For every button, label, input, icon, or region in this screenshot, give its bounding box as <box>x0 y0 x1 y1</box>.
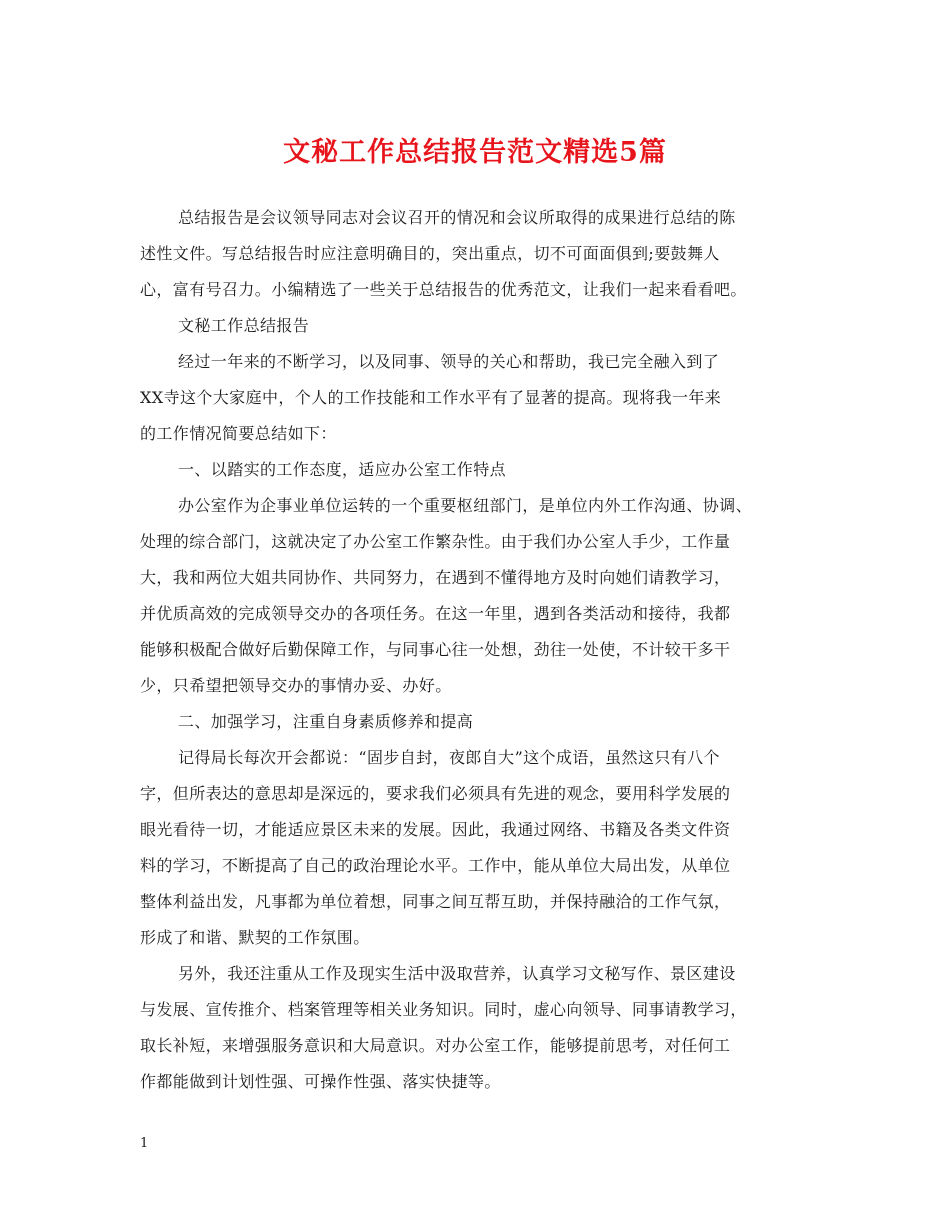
text-line: 另外，我还注重从工作及现实生活中汲取营养，认真学习文秘写作、景区建设 <box>178 964 736 983</box>
document-title: 文秘工作总结报告范文精选5篇 <box>283 137 667 168</box>
text-line: 料的学习，不断提高了自己的政治理论水平。工作中，能从单位大局出发，从单位 <box>140 856 731 875</box>
text-line: 与发展、宣传推介、档案管理等相关业务知识。同时，虚心向领导、同事请教学习， <box>140 1000 747 1019</box>
text-line: 能够积极配合做好后勤保障工作，与同事心往一处想，劲往一处使，不计较干多干 <box>140 640 731 659</box>
text-line: 整体利益出发，凡事都为单位着想，同事之间互帮互助，并保持融洽的工作气氛， <box>140 892 731 911</box>
section-heading: 一、以踏实的工作态度，适应办公室工作特点 <box>178 460 507 479</box>
text-line: 少，只希望把领导交办的事情办妥、办好。 <box>140 676 452 695</box>
text-line: 取长补短，来增强服务意识和大局意识。对办公室工作，能够提前思考，对任何工 <box>140 1036 731 1055</box>
text-line: 处理的综合部门，这就决定了办公室工作繁杂性。由于我们办公室人手少，工作量 <box>140 532 731 551</box>
text-line: 记得局长每次开会都说：“固步自封，夜郎自大”这个成语，虽然这只有八个 <box>178 748 720 767</box>
text-line: 字，但所表达的意思却是深远的，要求我们必须具有先进的观念，要用科学发展的 <box>140 784 731 803</box>
text-line: 经过一年来的不断学习，以及同事、领导的关心和帮助，我已完全融入到了 <box>178 352 720 371</box>
text-line: 的工作情况简要总结如下： <box>140 424 337 443</box>
text-line: 述性文件。写总结报告时应注意明确目的，突出重点，切不可面面俱到;要鼓舞人 <box>140 244 720 263</box>
text-line: 总结报告是会议领导同志对会议召开的情况和会议所取得的成果进行总结的陈 <box>178 208 736 227</box>
text-line: 大，我和两位大姐共同协作、共同努力，在遇到不懂得地方及时向她们请教学习， <box>140 568 731 587</box>
section-heading: 二、加强学习，注重自身素质修养和提高 <box>178 712 474 731</box>
section-heading: 文秘工作总结报告 <box>178 316 310 335</box>
text-line: 并优质高效的完成领导交办的各项任务。在这一年里，遇到各类活动和接待，我都 <box>140 604 731 623</box>
text-line: 心，富有号召力。小编精选了一些关于总结报告的优秀范文，让我们一起来看看吧。 <box>140 280 747 299</box>
text-line: 形成了和谐、默契的工作氛围。 <box>140 928 370 947</box>
text-line: 眼光看待一切，才能适应景区未来的发展。因此，我通过网络、书籍及各类文件资 <box>140 820 731 839</box>
text-line: XX寺这个大家庭中，个人的工作技能和工作水平有了显著的提高。现将我一年来 <box>140 388 722 407</box>
page-number: 1 <box>140 1136 149 1151</box>
text-line: 作都能做到计划性强、可操作性强、落实快捷等。 <box>140 1072 501 1091</box>
text-line: 办公室作为企事业单位运转的一个重要枢纽部门，是单位内外工作沟通、协调、 <box>178 496 753 515</box>
